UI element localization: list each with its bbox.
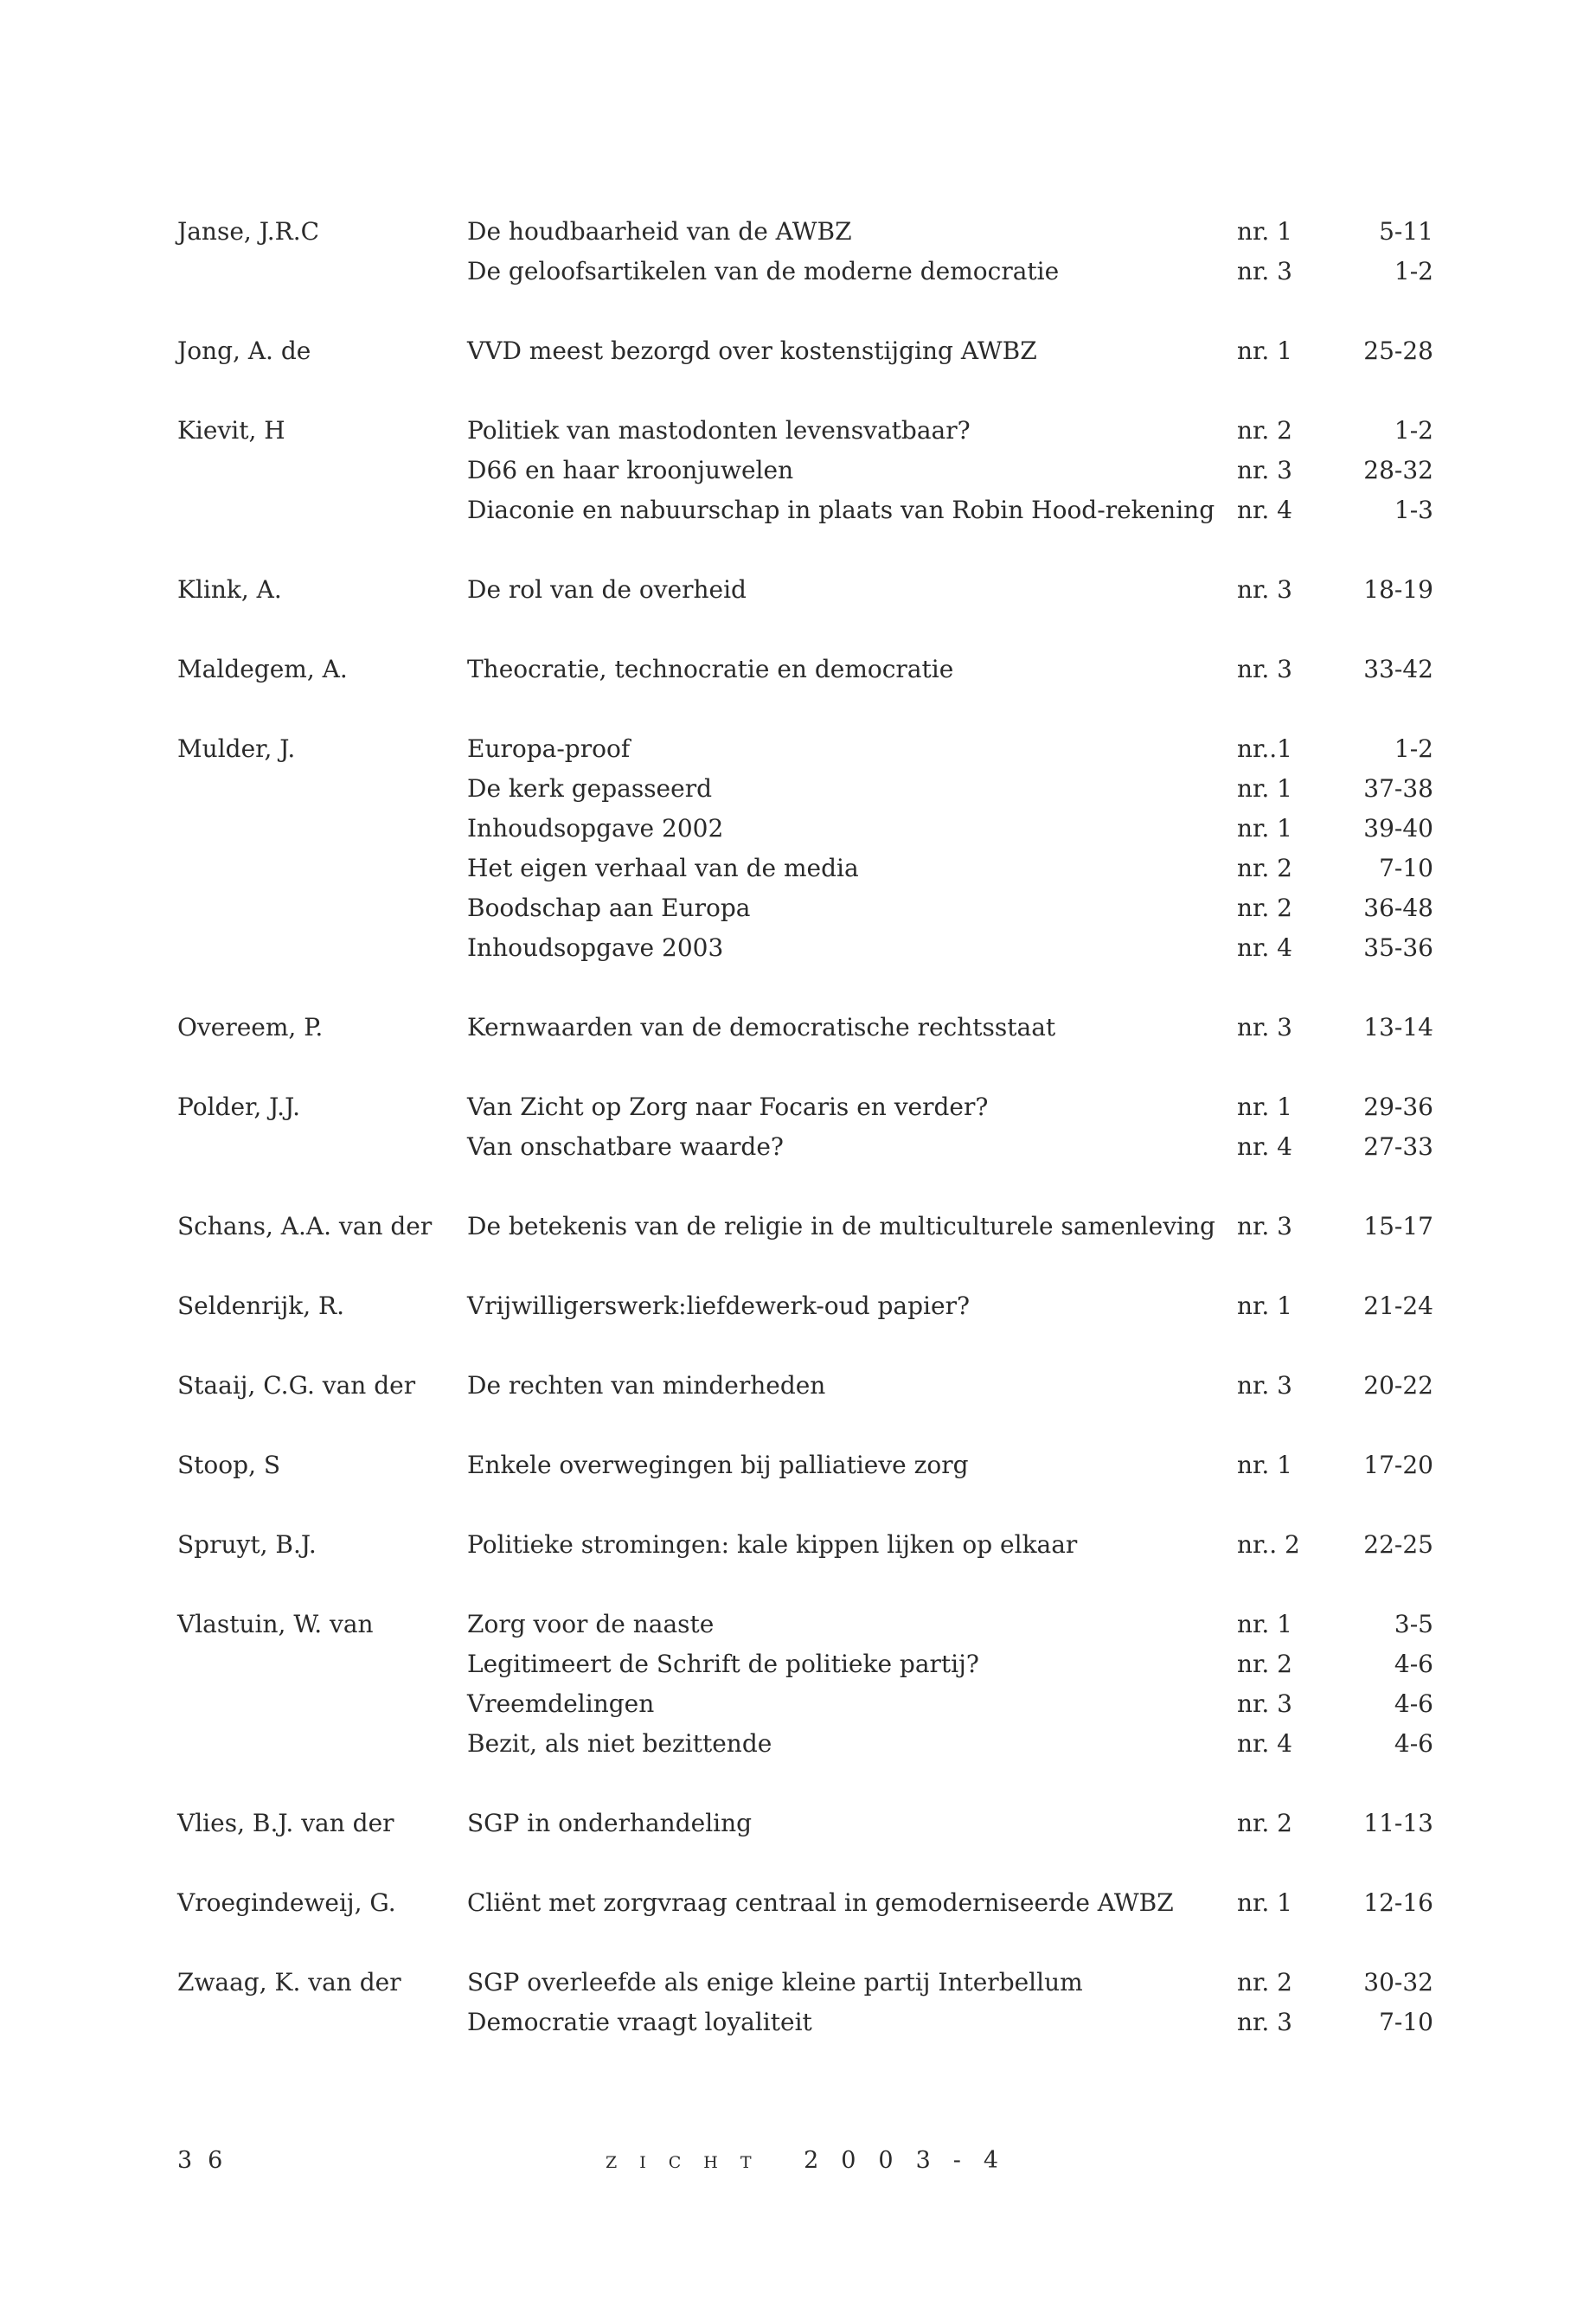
- article-row: [177, 1684, 1440, 1724]
- article-row: [177, 1008, 1440, 1048]
- article-row: [177, 2003, 1440, 2042]
- issue-number: nr. 1: [1237, 1888, 1292, 1917]
- article-title: Bezit, als niet bezittende: [467, 1729, 772, 1758]
- journal-issue: zicht 2003-4: [606, 2147, 1022, 2174]
- author-entry: [177, 411, 1440, 530]
- issue-number: nr. 4: [1237, 933, 1292, 962]
- article-row: [177, 1724, 1440, 1764]
- author-entry: [177, 1883, 1440, 1923]
- article-row: [177, 212, 1440, 252]
- article-title: Europa-proof: [467, 734, 631, 763]
- page-range: 29-36: [1363, 1093, 1433, 1121]
- author-entry: [177, 570, 1440, 610]
- article-row: [177, 1883, 1440, 1923]
- article-title: Vreemdelingen: [467, 1689, 655, 1718]
- issue-number: nr. 2: [1237, 1809, 1292, 1837]
- author-name: Janse, J.R.C: [177, 217, 320, 246]
- author-entry: [177, 650, 1440, 689]
- author-name: Polder, J.J.: [177, 1093, 301, 1121]
- article-title: Legitimeert de Schrift de politieke partij?: [467, 1650, 979, 1678]
- issue-number: nr. 1: [1237, 217, 1292, 246]
- author-entry: [177, 331, 1440, 371]
- page-range: 37-38: [1363, 774, 1433, 803]
- page-range: 1-2: [1394, 257, 1433, 285]
- article-title: SGP overleefde als enige kleine partij Interbellum: [467, 1968, 1083, 1997]
- author-name: Staaij, C.G. van der: [177, 1371, 416, 1400]
- issue-number: nr. 1: [1237, 336, 1292, 365]
- page-range: 7-10: [1379, 854, 1433, 882]
- issue-number: nr. 3: [1237, 655, 1292, 683]
- author-name: Zwaag, K. van der: [177, 1968, 401, 1997]
- issue-number: nr. 3: [1237, 1013, 1292, 1042]
- page-range: 20-22: [1363, 1371, 1433, 1400]
- author-entry: [177, 1445, 1440, 1485]
- author-index: [177, 212, 1440, 2082]
- issue-number: nr. 1: [1237, 1451, 1292, 1479]
- article-title: Het eigen verhaal van de media: [467, 854, 859, 882]
- article-title: SGP in onderhandeling: [467, 1809, 753, 1837]
- page-footer: [177, 2144, 1440, 2178]
- article-row: [177, 490, 1440, 530]
- author-entry: [177, 212, 1440, 292]
- page-range: 36-48: [1363, 894, 1433, 922]
- issue-number: nr. 3: [1237, 1689, 1292, 1718]
- article-row: [177, 928, 1440, 968]
- article-title: Politiek van mastodonten levensvatbaar?: [467, 416, 971, 445]
- author-name: Seldenrijk, R.: [177, 1292, 345, 1320]
- issue-number: nr. 2: [1237, 854, 1292, 882]
- issue-number: nr..1: [1237, 734, 1292, 763]
- article-title: Van onschatbare waarde?: [467, 1132, 784, 1161]
- issue-number: nr.. 2: [1237, 1530, 1300, 1559]
- page-range: 39-40: [1363, 814, 1433, 843]
- page-range: 30-32: [1363, 1968, 1433, 1997]
- issue-number: nr. 4: [1237, 496, 1292, 524]
- article-title: Inhoudsopgave 2003: [467, 933, 724, 962]
- article-row: [177, 1445, 1440, 1485]
- article-title: Democratie vraagt loyaliteit: [467, 2008, 812, 2036]
- article-row: [177, 1963, 1440, 2003]
- article-title: De kerk gepasseerd: [467, 774, 713, 803]
- author-name: Jong, A. de: [177, 336, 311, 365]
- author-entry: [177, 1605, 1440, 1764]
- issue-number: nr. 1: [1237, 1093, 1292, 1121]
- article-title: Van Zicht op Zorg naar Focaris en verder?: [467, 1093, 989, 1121]
- article-title: De rechten van minderheden: [467, 1371, 826, 1400]
- article-title: De rol van de overheid: [467, 575, 747, 604]
- article-row: [177, 1366, 1440, 1406]
- author-name: Stoop, S: [177, 1451, 281, 1479]
- issue-number: nr. 2: [1237, 416, 1292, 445]
- issue-number: nr. 4: [1237, 1132, 1292, 1161]
- page-range: 3-5: [1394, 1610, 1433, 1638]
- article-title: D66 en haar kroonjuwelen: [467, 456, 794, 484]
- article-row: [177, 729, 1440, 769]
- page-range: 4-6: [1394, 1689, 1433, 1718]
- article-title: De betekenis van de religie in de multiculturele samenleving: [467, 1212, 1215, 1240]
- page-range: 35-36: [1363, 933, 1433, 962]
- page-range: 4-6: [1394, 1729, 1433, 1758]
- issue-number: nr. 2: [1237, 1968, 1292, 1997]
- issue-number: nr. 3: [1237, 1212, 1292, 1240]
- article-row: [177, 809, 1440, 849]
- page-range: 28-32: [1363, 456, 1433, 484]
- author-name: Overeem, P.: [177, 1013, 324, 1042]
- author-entry: [177, 1525, 1440, 1565]
- article-row: [177, 1525, 1440, 1565]
- article-title: De houdbaarheid van de AWBZ: [467, 217, 852, 246]
- article-row: [177, 1286, 1440, 1326]
- page-range: 1-2: [1394, 416, 1433, 445]
- article-row: [177, 411, 1440, 451]
- issue-number: nr. 3: [1237, 2008, 1292, 2036]
- issue-number: nr. 2: [1237, 894, 1292, 922]
- author-name: Kievit, H: [177, 416, 285, 445]
- author-name: Vlastuin, W. van: [177, 1610, 374, 1638]
- article-row: [177, 849, 1440, 888]
- article-row: [177, 1644, 1440, 1684]
- page-range: 4-6: [1394, 1650, 1433, 1678]
- issue-number: nr. 3: [1237, 456, 1292, 484]
- article-row: [177, 570, 1440, 610]
- page-range: 1-3: [1394, 496, 1433, 524]
- article-title: Cliënt met zorgvraag centraal in gemoderniseerde AWBZ: [467, 1888, 1174, 1917]
- article-title: VVD meest bezorgd over kostenstijging AWBZ: [467, 336, 1037, 365]
- article-title: Vrijwilligerswerk:liefdewerk-oud papier?: [467, 1292, 970, 1320]
- page-range: 13-14: [1363, 1013, 1433, 1042]
- article-row: [177, 1605, 1440, 1644]
- issue-number: nr. 1: [1237, 1292, 1292, 1320]
- article-title: Inhoudsopgave 2002: [467, 814, 724, 843]
- page-range: 22-25: [1363, 1530, 1433, 1559]
- article-title: Diaconie en nabuurschap in plaats van Robin Hood-rekening: [467, 496, 1215, 524]
- page-number: 36: [177, 2147, 239, 2174]
- author-name: Vroegindeweij, G.: [177, 1888, 396, 1917]
- author-name: Klink, A.: [177, 575, 282, 604]
- issue-number: nr. 1: [1237, 774, 1292, 803]
- author-entry: [177, 1366, 1440, 1406]
- issue-number: nr. 2: [1237, 1650, 1292, 1678]
- article-title: Kernwaarden van de democratische rechtsstaat: [467, 1013, 1056, 1042]
- author-name: Spruyt, B.J.: [177, 1530, 317, 1559]
- author-name: Maldegem, A.: [177, 655, 348, 683]
- article-row: [177, 1127, 1440, 1167]
- author-entry: [177, 729, 1440, 968]
- issue-number: nr. 1: [1237, 814, 1292, 843]
- page-range: 1-2: [1394, 734, 1433, 763]
- article-row: [177, 1087, 1440, 1127]
- page-range: 7-10: [1379, 2008, 1433, 2036]
- page-range: 18-19: [1363, 575, 1433, 604]
- author-entry: [177, 1804, 1440, 1843]
- article-title: Politieke stromingen: kale kippen lijken op elkaar: [467, 1530, 1078, 1559]
- page-range: 17-20: [1363, 1451, 1433, 1479]
- article-row: [177, 331, 1440, 371]
- article-title: Enkele overwegingen bij palliatieve zorg: [467, 1451, 969, 1479]
- article-row: [177, 1207, 1440, 1247]
- article-title: Theocratie, technocratie en democratie: [467, 655, 954, 683]
- author-entry: [177, 1963, 1440, 2042]
- page-range: 21-24: [1363, 1292, 1433, 1320]
- article-title: De geloofsartikelen van de moderne democratie: [467, 257, 1060, 285]
- author-entry: [177, 1207, 1440, 1247]
- issue-number: nr. 4: [1237, 1729, 1292, 1758]
- article-row: [177, 769, 1440, 809]
- page-range: 25-28: [1363, 336, 1433, 365]
- page-range: 27-33: [1363, 1132, 1433, 1161]
- author-name: Schans, A.A. van der: [177, 1212, 433, 1240]
- page-range: 12-16: [1363, 1888, 1433, 1917]
- page-range: 5-11: [1379, 217, 1433, 246]
- issue-number: nr. 1: [1237, 1610, 1292, 1638]
- issue-number: nr. 3: [1237, 1371, 1292, 1400]
- article-title: Boodschap aan Europa: [467, 894, 751, 922]
- author-name: Vlies, B.J. van der: [177, 1809, 394, 1837]
- article-row: [177, 650, 1440, 689]
- page-range: 11-13: [1363, 1809, 1433, 1837]
- issue-number: nr. 3: [1237, 257, 1292, 285]
- author-entry: [177, 1087, 1440, 1167]
- author-name: Mulder, J.: [177, 734, 296, 763]
- author-entry: [177, 1286, 1440, 1326]
- author-entry: [177, 1008, 1440, 1048]
- article-row: [177, 888, 1440, 928]
- article-title: Zorg voor de naaste: [467, 1610, 715, 1638]
- page-range: 33-42: [1363, 655, 1433, 683]
- article-row: [177, 1804, 1440, 1843]
- issue-number: nr. 3: [1237, 575, 1292, 604]
- page-range: 15-17: [1363, 1212, 1433, 1240]
- article-row: [177, 252, 1440, 292]
- article-row: [177, 451, 1440, 490]
